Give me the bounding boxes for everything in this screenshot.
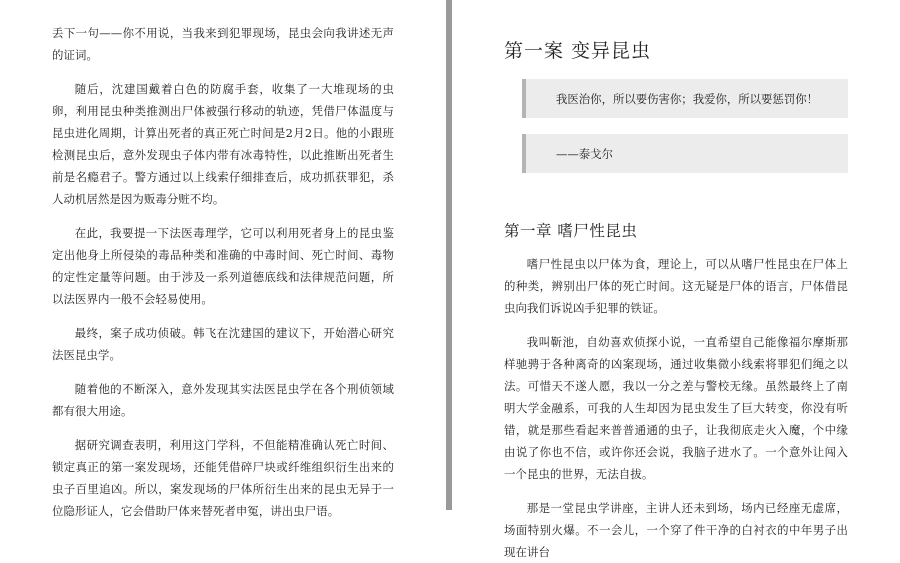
left-page bbox=[0, 0, 446, 518]
chapter-title: 第一章 嗜尸性昆虫 bbox=[504, 222, 638, 240]
left-paragraph-3: 在此，我要提一下法医毒理学，它可以利用死者身上的昆虫鉴定出他身上所侵染的毒品种类和准确的中毒时间、死亡时间、毒物的定性定量等问题。由于涉及一系列道德底线和法律规范问题，所以法医界内一般不会轻易使用。 bbox=[52, 226, 394, 306]
right-page bbox=[452, 0, 900, 559]
left-paragraph-1: 丢下一句——你不用说，当我来到犯罪现场，昆虫会向我讲述无声的证词。 bbox=[52, 26, 394, 62]
case-title: 第一案 变异昆虫 bbox=[504, 40, 652, 62]
epigraph-quote-text: 我医治你，所以要伤害你；我爱你，所以要惩罚你！ bbox=[556, 91, 818, 106]
right-paragraph-2: 我叫靳池，自幼喜欢侦探小说，一直希望自己能像福尔摩斯那样驰骋于各种离奇的凶案现场，通过收集微小线索将罪犯们绳之以法。可惜天不遂人愿，我以一分之差与警校无缘。虽然最终上了南明大学金融系，可我的人生却因为昆虫发生了巨大转变，你没有听错，就是那些看起来普普通通的虫子，让我彻底走火入魔，个中缘由说了你也不信，或许你还会说，我脑子进水了。一个意外让闯入一个昆虫的世界，无法自拔。 bbox=[504, 335, 848, 481]
left-paragraph-6: 据研究调查表明，利用这门学科，不但能精准确认死亡时间、锁定真正的第一案发现场，还能凭借碎尸块或纤维组织衍生出来的虫子百里追凶。所以，案发现场的尸体所衍生出来的昆虫无异于一位隐形证人，它会借助尸体来替死者申冤，讲出虫尸语。 bbox=[52, 438, 394, 518]
epigraph-attribution bbox=[522, 134, 848, 173]
epigraph-attribution-text: ——泰戈尔 bbox=[556, 146, 613, 161]
left-paragraph-2: 随后，沈建国戴着白色的防腐手套，收集了一大堆现场的虫卵，利用昆虫种类推测出尸体被强行移动的轨迹，凭借尸体温度与昆虫进化周期，计算出死者的真正死亡时间是2月2日。他的小跟班检测昆虫后，意外发现虫子体内带有冰毒特性，以此推断出死者生前是名瘾君子。警方通过以上线索仔细排查后，成功抓获罪犯，杀人动机居然是因为贩毒分赃不均。 bbox=[52, 82, 394, 206]
right-paragraph-1: 嗜尸性昆虫以尸体为食，理论上，可以从嗜尸性昆虫在尸体上的种类，辨别出尸体的死亡时间。这无疑是尸体的语言，尸体借昆虫向我们诉说凶手犯罪的铁证。 bbox=[504, 257, 848, 315]
left-paragraph-4: 最终，案子成功侦破。韩飞在沈建国的建议下，开始潜心研究法医昆虫学。 bbox=[52, 326, 394, 362]
left-paragraph-5: 随着他的不断深入，意外发现其实法医昆虫学在各个刑侦领域都有很大用途。 bbox=[52, 382, 394, 418]
right-paragraph-3: 那是一堂昆虫学讲座，主讲人还未到场，场内已经座无虚席，场面特别火爆。不一会儿，一个穿了件干净的白衬衣的中年男子出现在讲台 bbox=[504, 501, 848, 559]
epigraph-quote bbox=[522, 79, 848, 118]
